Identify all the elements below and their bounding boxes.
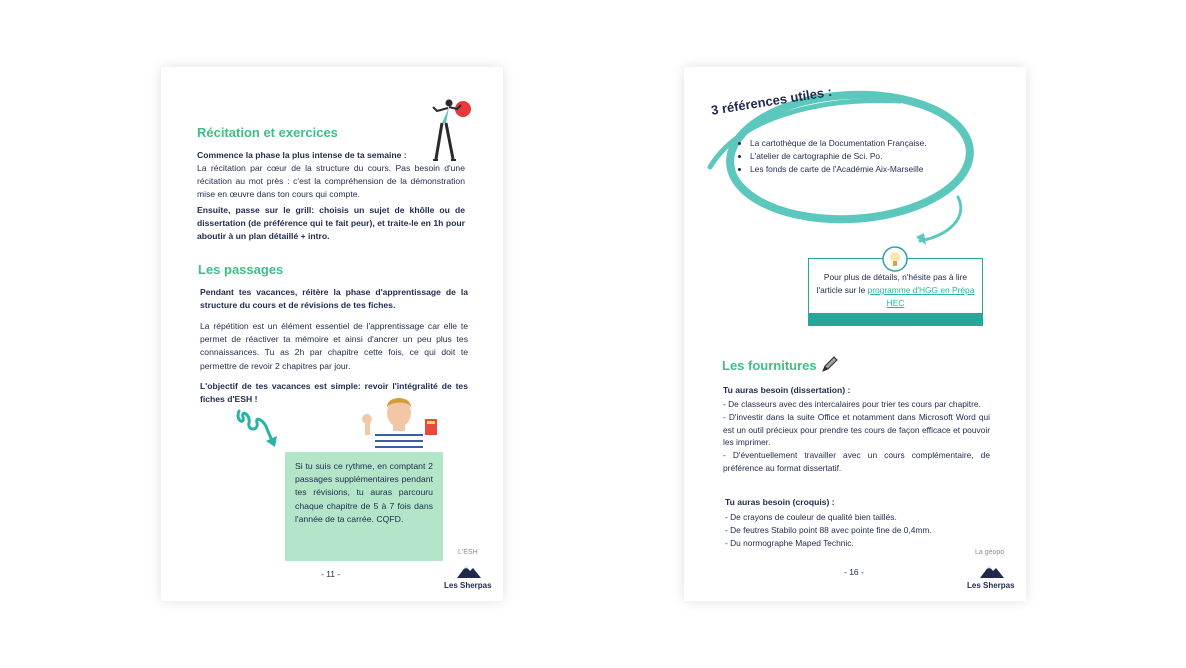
student-photo (355, 393, 445, 455)
topic-label: L'ESH (458, 549, 478, 556)
passages-bold-paragraph: Pendant tes vacances, réitère la phase d'apprentissage de la structure du cours et de révisions de tes fiches. (200, 287, 468, 311)
supplies-sub-dissertation: Tu auras besoin (dissertation) : (723, 385, 851, 395)
reference-item: • Les fonds de carte de l'Académie Aix-Marseille (750, 163, 938, 176)
tip-text (815, 271, 976, 310)
section-title-recitation: Récitation et exercices (197, 125, 338, 140)
recitation-body: La récitation par cœur de la structure du cours. Pas besoin d'une récitation au mot près : c'est la compréhension de la démonstration mise en œuvre dans ton cours qui compte. (197, 163, 465, 200)
supply-item: - De classeurs avec des intercalaires pour trier tes cours par chapitre. (723, 399, 981, 409)
squiggle-arrow-icon (233, 407, 283, 451)
supply-item: - De crayons de couleur de qualité bien taillés. (725, 512, 897, 522)
section-title-passages: Les passages (198, 262, 284, 277)
pencil-icon (820, 356, 838, 374)
topic-label: La géopo (975, 549, 1005, 556)
grill-paragraph: Ensuite, passe sur le grill: choisis un sujet de khôlle ou de dissertation (de préférence qui te fait peur), et traite-le en 1h pour aboutir à un plan détaillé + intro. (197, 205, 465, 242)
passages-body: La répétition est un élément essentiel de l'apprentissage car elle te permet de réactiver ta mémoire et ainsi d'ancrer un peu plus tes connaissances. Tu as 2h par chapitre cette fois, ce qui doit te permettre de revoir 2 chapitres par jour. (200, 321, 468, 371)
reference-item: • La cartothèque de la Documentation Française. (750, 137, 938, 150)
page-left (161, 67, 503, 601)
page-right (684, 67, 1026, 601)
hgg-program-link[interactable]: programme d'HGG en Prépa HEC (867, 285, 975, 308)
lead-text: Commence la phase la plus intense de ta semaine : (197, 150, 407, 160)
supplies-list-dissertation (723, 398, 990, 475)
mountain-logo-icon (456, 563, 482, 579)
references-title: 3 références utiles : (710, 83, 833, 118)
references-list (740, 137, 938, 176)
callout-text: Si tu suis ce rythme, en comptant 2 passages supplémentaires pendant tes révisions, tu auras parcouru chaque chapitre de 5 à 7 fois dans l'année de ta carrée. CQFD. (295, 461, 433, 524)
reference-item: • L'atelier de cartographie de Sci. Po. (750, 150, 938, 163)
brand-name: Les Sherpas (444, 581, 492, 590)
objective-paragraph: L'objectif de tes vacances est simple: revoir l'intégralité de tes fiches d'ESH ! (200, 381, 468, 405)
tip-box-band (809, 313, 982, 325)
supplies-sub-croquis: Tu auras besoin (croquis) : (725, 497, 835, 507)
supply-item: - D'investir dans la suite Office et notamment dans Microsoft Word qui est un outil précieux pour prendre tes cours de façon efficace et pouvoir les imprimer. (723, 411, 990, 448)
page-number: - 11 - (321, 569, 341, 579)
supply-item: - De feutres Stabilo point 88 avec pointe fine de 0,4mm. (725, 524, 932, 535)
supply-item: - D'éventuellement travailler avec un cours complémentaire, de préférence au format dissertatif. (723, 450, 990, 473)
page-number: - 16 - (844, 567, 864, 577)
callout-box (285, 452, 443, 561)
brand-name: Les Sherpas (967, 581, 1015, 590)
supplies-list-croquis (725, 511, 985, 549)
tip-text-before: Pour plus de détails, n'hésite pas à lire l'article sur le (816, 272, 968, 295)
supplies-title: Les fournitures (722, 358, 817, 373)
lightbulb-icon (882, 246, 908, 272)
supply-item: - Du normographe Maped Technic. (725, 537, 854, 548)
mountain-logo-icon (979, 563, 1005, 579)
